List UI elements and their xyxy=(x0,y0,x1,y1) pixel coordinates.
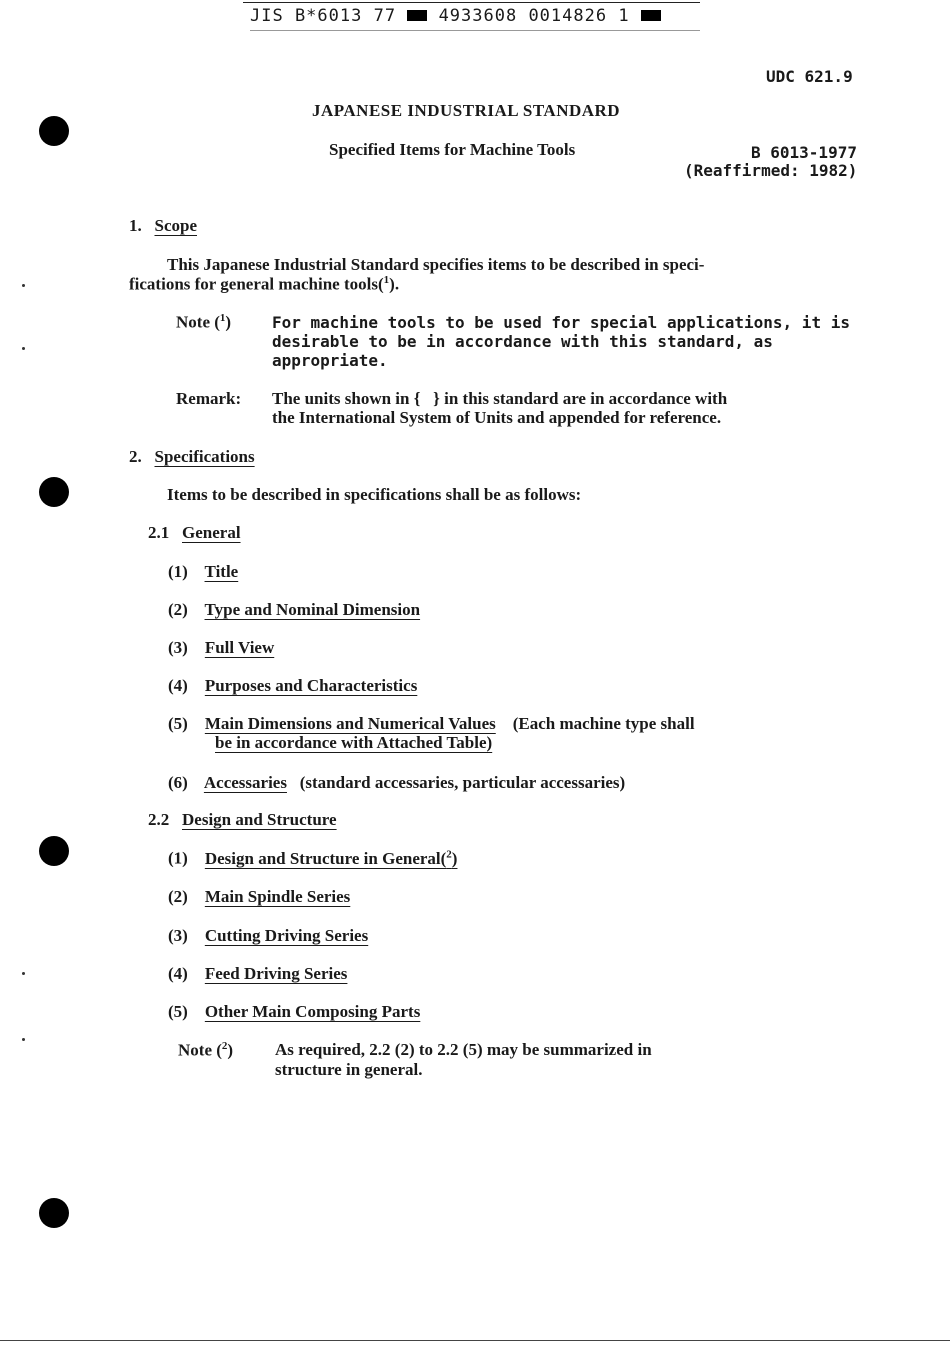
doc-title: Specified Items for Machine Tools xyxy=(329,140,576,159)
list-item-number: (2) xyxy=(168,600,188,619)
scope-para-end: ). xyxy=(389,274,400,294)
list-item-number: (1) xyxy=(168,848,188,868)
list-item-note: (Each machine type shall xyxy=(512,714,695,733)
scan-dot xyxy=(22,284,25,287)
doc-number: B 6013-1977 xyxy=(751,143,857,162)
list-item-number: (2) xyxy=(168,887,188,906)
page-bottom-edge xyxy=(0,1340,950,1341)
note-2-label-text: Note ( xyxy=(178,1040,222,1060)
scope-para-line2 xyxy=(129,274,399,295)
note-1-line2: desirable to be in accordance with this standard, as xyxy=(272,332,773,351)
specs-intro: Items to be described in specifications shall be as follows: xyxy=(167,485,582,504)
list-item-title: Main Dimensions and Numerical Values xyxy=(204,714,496,733)
list-item xyxy=(168,773,625,793)
subsection-2-2-title: Design and Structure xyxy=(182,810,337,829)
list-item xyxy=(168,714,695,734)
list-item-number: (1) xyxy=(168,562,188,581)
list-item-note: (standard accessaries, particular accessaries) xyxy=(299,773,626,792)
list-item-text: Design and Structure in General( xyxy=(204,848,447,868)
list-item-continuation: be in accordance with Attached Table) xyxy=(215,733,493,752)
list-item-title: Full View xyxy=(204,638,275,657)
note-2-line2: structure in general. xyxy=(275,1060,423,1079)
list-item-title: Type and Nominal Dimension xyxy=(204,600,421,619)
list-item-title: Other Main Composing Parts xyxy=(204,1002,421,1021)
list-item-number: (6) xyxy=(168,773,188,792)
list-item-title xyxy=(205,849,458,868)
footnote-ref-1: 1 xyxy=(383,274,390,286)
note-1-label-text: Note ( xyxy=(176,312,220,332)
list-item-title: Accessaries xyxy=(203,773,287,792)
punch-hole-1 xyxy=(39,116,69,146)
list-item-number: (3) xyxy=(168,926,188,945)
header-code-part1: JIS B*6013 77 xyxy=(250,6,397,26)
list-item-title: Title xyxy=(204,562,239,581)
list-item xyxy=(168,848,457,869)
scan-dot xyxy=(22,972,25,975)
scope-para-line1: This Japanese Industrial Standard specifies items to be described in speci- xyxy=(167,255,705,274)
note-1-line1: For machine tools to be used for special applications, it is xyxy=(272,313,850,332)
list-item-title: Purposes and Characteristics xyxy=(204,676,418,695)
remark-label: Remark: xyxy=(176,389,242,408)
udc-label: UDC 621.9 xyxy=(766,67,853,86)
remark-line1: The units shown in { } in this standard are in accordance with xyxy=(272,389,728,408)
list-item-title: Feed Driving Series xyxy=(204,964,348,983)
scope-para-text: fications for general machine tools( xyxy=(129,274,384,294)
list-item-number: (4) xyxy=(168,964,188,983)
punch-hole-3 xyxy=(39,836,69,866)
list-item-number: (3) xyxy=(168,638,188,657)
list-item-end: ) xyxy=(451,848,458,868)
list-item xyxy=(168,676,417,696)
section-1-title: Scope xyxy=(154,216,197,235)
subsection-2-2-number: 2.2 xyxy=(148,810,170,829)
note-2-line1: As required, 2.2 (2) to 2.2 (5) may be summarized in xyxy=(275,1040,652,1059)
list-item xyxy=(168,562,238,582)
note-1-line3: appropriate. xyxy=(272,351,388,370)
section-2-heading xyxy=(129,447,255,467)
list-item-title: Cutting Driving Series xyxy=(204,926,369,945)
list-item xyxy=(168,1002,420,1022)
header-code-part2: 4933608 0014826 1 xyxy=(438,6,630,26)
subsection-2-1-number: 2.1 xyxy=(148,523,170,542)
list-item xyxy=(168,638,274,658)
header-rule-bottom xyxy=(250,30,700,31)
list-item-number: (5) xyxy=(168,714,188,733)
header-code xyxy=(250,6,661,26)
note-2-label xyxy=(178,1040,233,1061)
note-1-sup: 1 xyxy=(219,312,226,324)
section-1-number: 1. xyxy=(129,216,142,235)
reaffirmed: (Reaffirmed: 1982) xyxy=(684,161,858,180)
punch-hole-2 xyxy=(39,477,69,507)
note-2-sup: 2 xyxy=(221,1040,228,1052)
note-2-label-end: ) xyxy=(227,1040,234,1060)
section-2-title: Specifications xyxy=(154,447,255,466)
note-1-label-end: ) xyxy=(225,312,232,332)
subsection-2-1-heading xyxy=(148,523,241,543)
note-1-label xyxy=(176,312,231,333)
list-item-number: (4) xyxy=(168,676,188,695)
barcode-block-icon xyxy=(407,10,427,21)
section-2-number: 2. xyxy=(129,447,142,466)
org-title: JAPANESE INDUSTRIAL STANDARD xyxy=(312,101,621,120)
section-1-heading xyxy=(129,216,197,236)
list-item xyxy=(168,600,420,620)
punch-hole-4 xyxy=(39,1198,69,1228)
remark-line2: the International System of Units and appended for reference. xyxy=(272,408,722,427)
subsection-2-1-title: General xyxy=(182,523,241,542)
scan-dot xyxy=(22,347,25,350)
list-item xyxy=(168,887,350,907)
list-item xyxy=(168,964,347,984)
footnote-ref-2: 2 xyxy=(446,848,452,860)
list-item-number: (5) xyxy=(168,1002,188,1021)
list-item xyxy=(168,926,368,946)
barcode-block-icon xyxy=(641,10,661,21)
scan-dot xyxy=(22,1038,25,1041)
header-rule-top xyxy=(243,2,700,3)
list-item-title: Main Spindle Series xyxy=(204,887,351,906)
subsection-2-2-heading xyxy=(148,810,337,830)
